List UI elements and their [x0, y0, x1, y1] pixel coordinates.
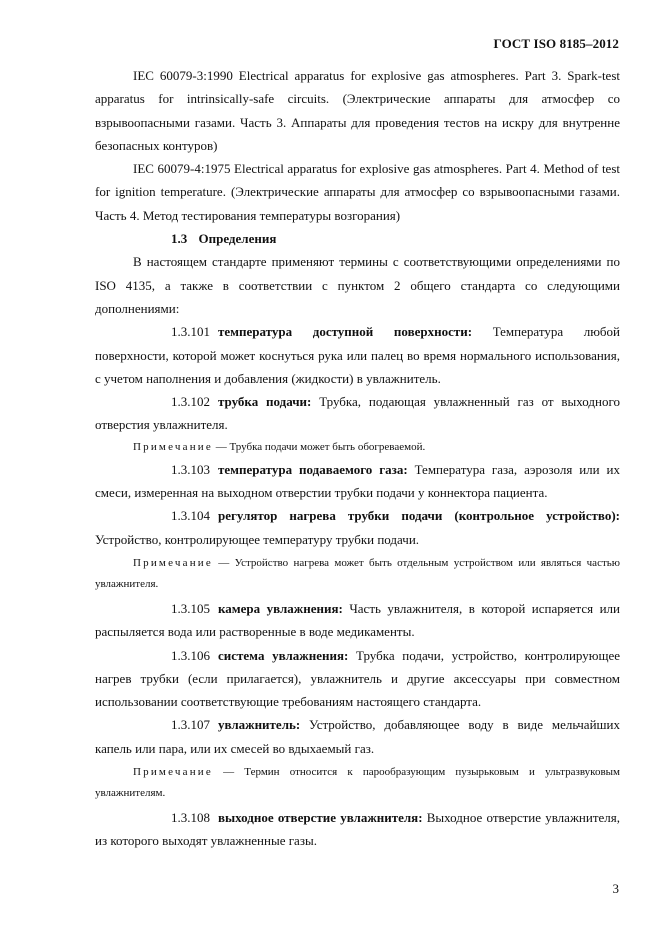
definitions-intro: В настоящем стандарте применяют термины с соответствующими определениями по ISO 4135, а также в соответствии с пунктом 2 общего стандарта со следующими дополнениями:	[95, 254, 620, 316]
definition-number: 1.3.102	[171, 394, 210, 410]
definition-note	[95, 762, 620, 804]
definition-term: выходное отверстие увлажнителя:	[218, 810, 423, 826]
definition-item	[95, 458, 620, 505]
definition-item	[95, 713, 620, 760]
section-number: 1.3	[171, 231, 188, 247]
definition-number: 1.3.108	[171, 810, 210, 826]
reference-iec-60079-4: IEC 60079-4:1975 Electrical apparatus for explosive gas atmospheres. Part 4. Method of test for ignition temperature. (Электрические аппараты для атмосфер со взрывоопасными газами. Часть 4. Метод тестирования температуры возгорания)	[95, 161, 620, 223]
document-body	[95, 64, 620, 853]
definition-number: 1.3.106	[171, 647, 210, 663]
definition-number: 1.3.107	[171, 717, 210, 733]
definition-item	[95, 320, 620, 390]
section-heading	[95, 227, 620, 250]
definition-note	[95, 437, 620, 458]
definition-text: Устройство, контролирующее температуру трубки подачи.	[95, 531, 420, 547]
definition-number: 1.3.103	[171, 461, 210, 477]
note-text: — Трубка подачи может быть обогреваемой.	[212, 440, 426, 453]
definition-term: температура подаваемого газа:	[218, 461, 408, 477]
page-number: 3	[612, 881, 619, 896]
definition-number: 1.3.104	[171, 508, 210, 524]
note-text: — Устройство нагрева может быть отдельным устройством или являться частью увлажнителя.	[95, 556, 620, 590]
section-title: Определения	[198, 231, 277, 247]
definition-item	[95, 390, 620, 437]
definition-item	[95, 504, 620, 551]
definition-item	[95, 597, 620, 644]
definition-number: 1.3.105	[171, 600, 210, 616]
definition-term: увлажнитель:	[218, 717, 301, 733]
definition-term: регулятор нагрева трубки подачи (контрольное устройство):	[218, 508, 620, 524]
definition-term: камера увлажнения:	[218, 600, 343, 616]
document-header: ГОСТ ISO 8185–2012	[493, 36, 619, 51]
definition-text: Устройство, добавляющее воду в виде мельчайших капель или пара, или их смесей во вдыхаемый газ.	[95, 717, 620, 756]
note-text: — Термин относится к парообразующим пузырьковым и ультразвуковым увлажнителям.	[95, 766, 620, 800]
definition-text: Температура газа, аэрозоля или их смеси, измеренная на выходном отверстии трубки подачи у коннектора пациента.	[95, 461, 621, 501]
note-label: Примечание	[133, 440, 213, 453]
definition-term: система увлажнения:	[218, 647, 349, 663]
reference-iec-60079-3: IEC 60079-3:1990 Electrical apparatus for explosive gas atmospheres. Part 3. Spark-test apparatus for intrinsically-safe circuits. (Электрические аппараты для атмосфер со взрывоопасными газами. Часть 3. Аппараты для проведения тестов на искру для внутренне безопасных контуров)	[95, 68, 620, 153]
definition-number: 1.3.101	[171, 324, 210, 340]
note-label: Примечание	[133, 556, 213, 569]
note-label: Примечание	[133, 766, 213, 779]
definition-text: Температура любой поверхности, которой может коснуться рука или палец во время нормального использования, с учетом наполнения и добавления (жидкости) в увлажнитель.	[95, 324, 621, 386]
definition-text: Трубка подачи, устройство, контролирующее нагрев трубки (если прилагается), увлажнитель и другие аксессуары при совместном использовании соответствующие требованиям настоящего стандарта.	[95, 647, 620, 710]
definition-item	[95, 806, 620, 853]
definition-term: температура доступной поверхности:	[218, 324, 473, 340]
definition-text: Выходное отверстие увлажнителя, из которого выходят увлажненные газы.	[95, 810, 621, 849]
definition-text: Часть увлажнителя, в которой испаряется или распыляется вода или растворенные в воде медикаменты.	[95, 600, 620, 640]
definition-text: Трубка, подающая увлажненный газ от выходного отверстия увлажнителя.	[95, 394, 620, 433]
definition-term: трубка подачи:	[218, 394, 312, 410]
definition-note	[95, 553, 620, 595]
definition-item	[95, 644, 620, 714]
